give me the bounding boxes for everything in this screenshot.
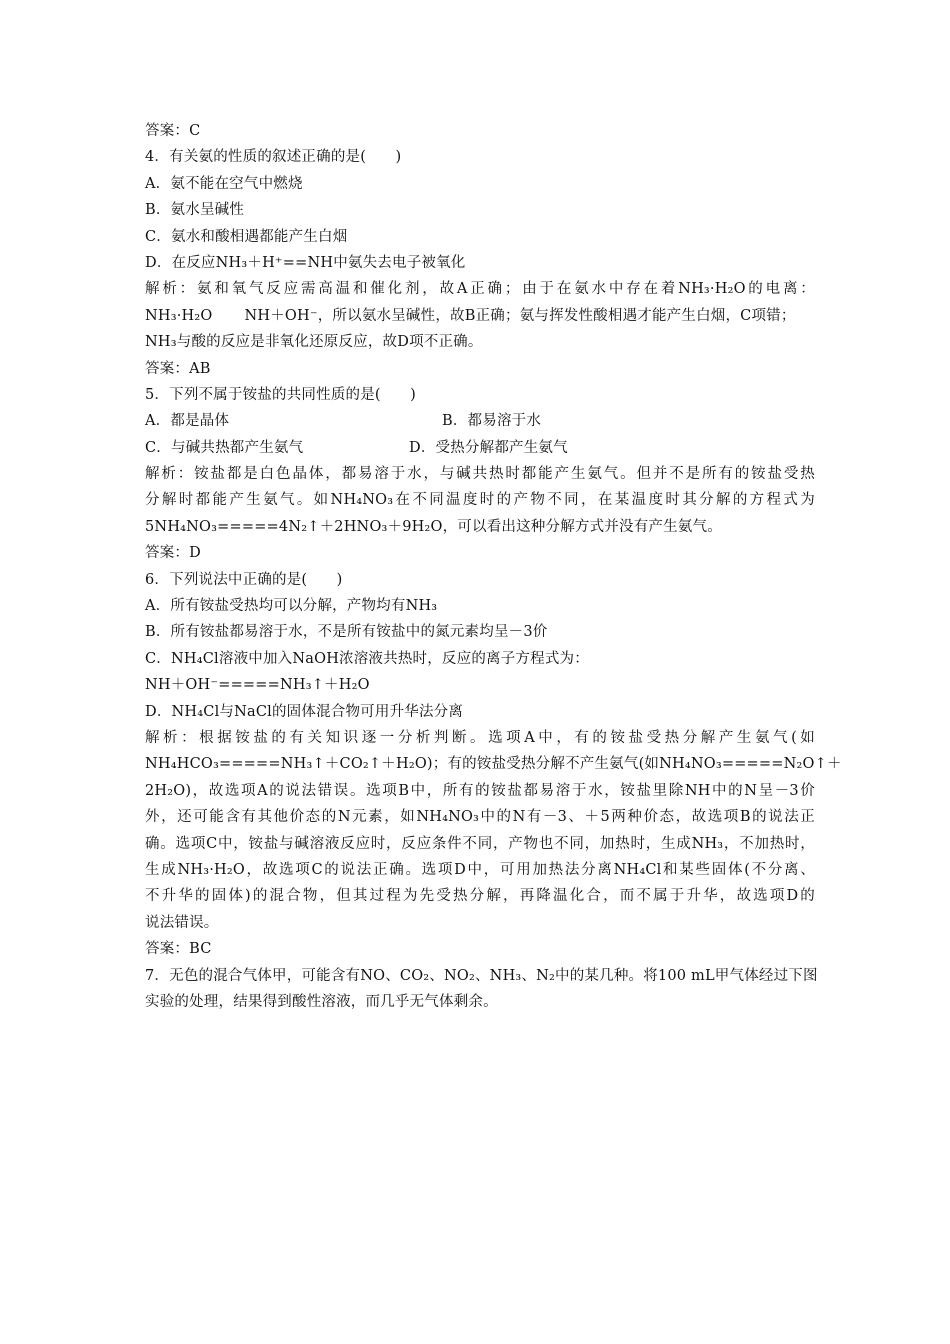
explanation-6-line-4: 外，还可能含有其他价态的N元素，如NH₄NO₃中的N有－3、＋5两种价态，故选项B的说法正 bbox=[145, 809, 815, 826]
explanation-6-line-2: NH₄HCO₃=====NH₃↑＋CO₂↑＋H₂O)；有的铵盐受热分解不产生氨气(如NH₄NO₃=====N₂O↑＋ bbox=[145, 756, 842, 773]
explanation-6-line-6: 生成NH₃·H₂O，故选项C的说法正确。选项D中，可用加热法分离NH₄Cl和某些固体(不分离、 bbox=[145, 861, 815, 878]
question-4-stem: 4．有关氨的性质的叙述正确的是( ) bbox=[145, 149, 402, 166]
question-7-line-2: 实验的处理，结果得到酸性溶液，而几乎无气体剩余。 bbox=[145, 993, 498, 1010]
question-5-options-row-1 bbox=[145, 408, 815, 434]
explanation-4-line-2 bbox=[145, 303, 815, 329]
answer-6: 答案：BC bbox=[145, 941, 212, 958]
ionization-formula: NH₃·H₂O bbox=[145, 307, 213, 324]
document-page bbox=[145, 118, 842, 1015]
question-4-option-b: B．氨水呈碱性 bbox=[145, 202, 245, 219]
question-5-stem: 5．下列不属于铵盐的共同性质的是( ) bbox=[145, 386, 417, 403]
answer-3: 答案：C bbox=[145, 123, 201, 139]
question-4-option-d: D．在反应NH₃＋H⁺==NH中氨失去电子被氧化 bbox=[145, 254, 466, 271]
question-6-option-c: C．NH₄Cl溶液中加入NaOH浓溶液共热时，反应的离子方程式为： bbox=[145, 650, 589, 667]
explanation-6-line-3: 2H₂O)，故选项A的说法错误。选项B中，所有的铵盐都易溶于水，铵盐里除NH中的N呈－3价 bbox=[145, 782, 815, 799]
explanation-6-line-5: 确。选项C中，铵盐与碱溶液反应时，反应条件不同，产物也不同，加热时，生成NH₃，不加热时， bbox=[145, 835, 815, 852]
explanation-6-line-8: 说法错误。 bbox=[145, 914, 219, 931]
question-6-option-d: D．NH₄Cl与NaCl的固体混合物可用升华法分离 bbox=[145, 703, 464, 720]
question-5-options-row-2 bbox=[145, 435, 815, 461]
question-5-option-c: C．与碱共热都产生氨气 bbox=[145, 439, 304, 456]
question-5-option-b: B．都易溶于水 bbox=[442, 413, 542, 430]
question-6-option-c-equation: NH＋OH⁻=====NH₃↑＋H₂O bbox=[145, 677, 370, 694]
question-4-option-c: C．氨水和酸相遇都能产生白烟 bbox=[145, 228, 348, 245]
question-6-option-b: B．所有铵盐都易溶于水，不是所有铵盐中的氮元素均呈－3价 bbox=[145, 624, 548, 641]
explanation-4-line-1: 解析：氨和氧气反应需高温和催化剂，故A正确；由于在氨水中存在着NH₃·H₂O的电离： bbox=[145, 281, 815, 298]
explanation-5-line-3: 5NH₄NO₃=====4N₂↑＋2HNO₃＋9H₂O，可以看出这种分解方式并没有产生氨气。 bbox=[145, 518, 722, 535]
explanation-5-line-2: 分解时都能产生氨气。如NH₄NO₃在不同温度时的产物不同，在某温度时其分解的方程式为 bbox=[145, 492, 815, 509]
explanation-6-line-1: 解析：根据铵盐的有关知识逐一分析判断。选项A中，有的铵盐受热分解产生氨气(如 bbox=[145, 729, 815, 746]
explanation-4-line-2-rest: NH＋OH⁻，所以氨水呈碱性，故B正确；氨与挥发性酸相遇才能产生白烟，C项错； bbox=[244, 307, 796, 324]
answer-5: 答案：D bbox=[145, 545, 201, 562]
explanation-4-line-3: NH₃与酸的反应是非氧化还原反应，故D项不正确。 bbox=[145, 334, 483, 351]
answer-4: 答案：AB bbox=[145, 360, 211, 377]
question-5-option-a: A．都是晶体 bbox=[145, 413, 230, 430]
question-4-option-a: A．氨不能在空气中燃烧 bbox=[145, 175, 303, 192]
question-7-line-1: 7．无色的混合气体甲，可能含有NO、CO₂、NO₂、NH₃、N₂中的某几种。将100 mL甲气体经过下图 bbox=[145, 967, 818, 984]
explanation-5-line-1: 解析：铵盐都是白色晶体，都易溶于水，与碱共热时都能产生氨气。但并不是所有的铵盐受热 bbox=[145, 466, 815, 483]
question-5-option-d: D．受热分解都产生氨气 bbox=[409, 439, 568, 456]
question-6-stem: 6．下列说法中正确的是( ) bbox=[145, 571, 343, 588]
explanation-6-line-7: 不升华的固体)的混合物，但其过程为先受热分解，再降温化合，而不属于升华，故选项D的 bbox=[145, 888, 815, 905]
question-6-option-a: A．所有铵盐受热均可以分解，产物均有NH₃ bbox=[145, 598, 438, 615]
